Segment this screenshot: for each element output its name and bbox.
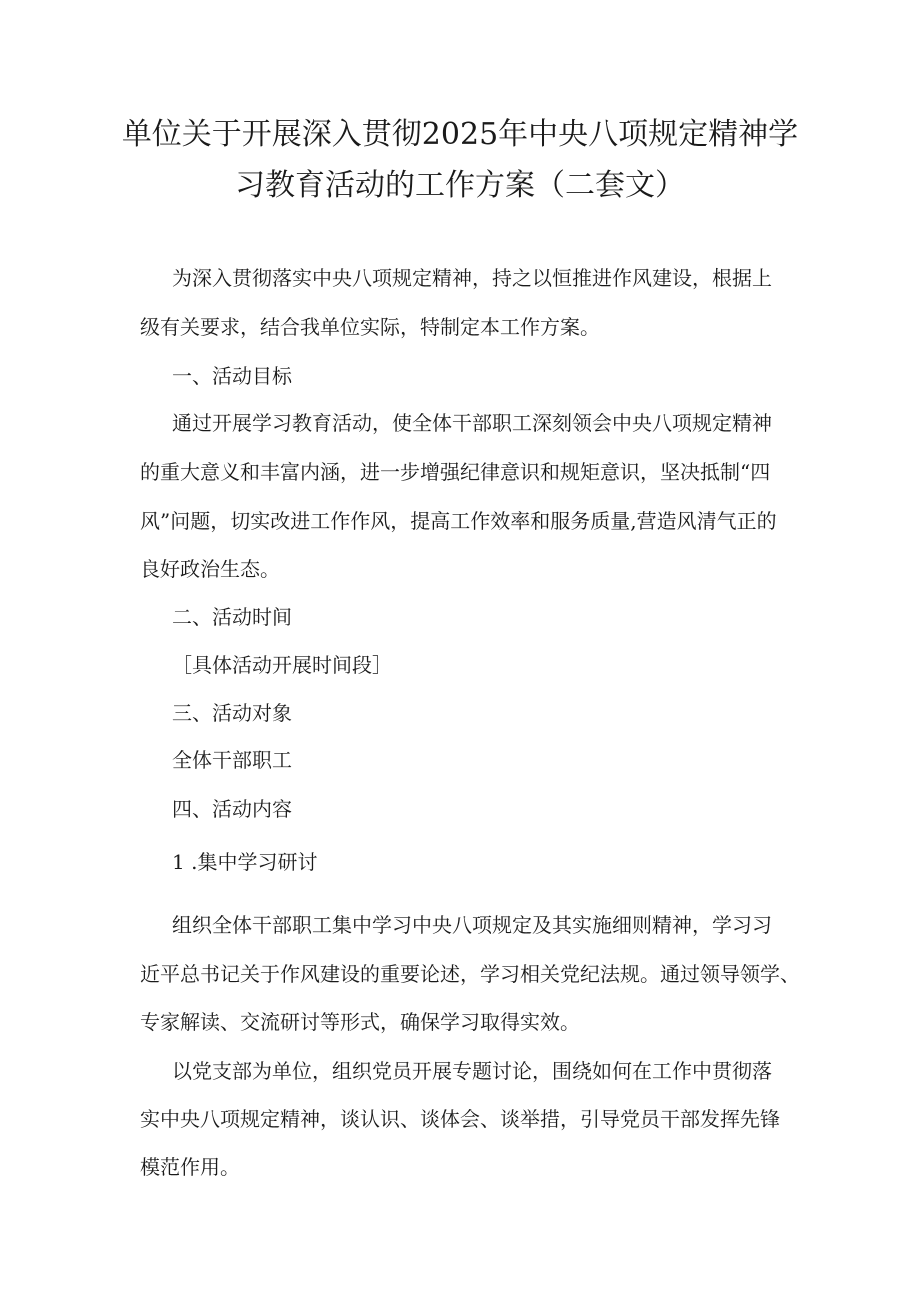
intro-paragraph-line-2: 级有关要求，结合我单位实际，特制定本工作方案。	[140, 315, 600, 339]
section-heading-content: 四、活动内容	[172, 797, 292, 821]
goals-paragraph-line-4: 良好政治生态。	[140, 557, 280, 581]
section-heading-audience: 三、活动对象	[172, 701, 292, 725]
study-paragraph-2-line-1: 以党支部为单位，组织党员开展专题讨论，围绕如何在工作中贯彻落	[172, 1059, 772, 1083]
goals-paragraph-line-2: 的重大意义和丰富内涵，进一步增强纪律意识和规矩意识，坚决抵制“四	[140, 460, 771, 484]
section-heading-goals: 一、活动目标	[172, 364, 292, 388]
time-placeholder: ［具体活动开展时间段］	[172, 653, 392, 677]
document-title-line-1: 单位关于开展深入贯彻2025年中央八项规定精神学	[121, 117, 799, 152]
goals-paragraph-line-1: 通过开展学习教育活动，使全体干部职工深刻领会中央八项规定精神	[172, 411, 772, 435]
study-paragraph-1-line-1: 组织全体干部职工集中学习中央八项规定及其实施细则精神，学习习	[172, 913, 772, 937]
study-paragraph-2-line-2: 实中央八项规定精神，谈认识、谈体会、谈举措，引导党员干部发挥先锋	[140, 1107, 780, 1131]
document-title-line-2: 习教育活动的工作方案（二套文）	[235, 168, 685, 203]
section-heading-time: 二、活动时间	[172, 605, 292, 629]
intro-paragraph-line-1: 为深入贯彻落实中央八项规定精神，持之以恒推进作风建设，根据上	[172, 266, 772, 290]
goals-paragraph-line-3: 风”问题，切实改进工作作风，提高工作效率和服务质量,营造风清气正的	[140, 509, 777, 533]
study-paragraph-1-line-3: 专家解读、交流研讨等形式，确保学习取得实效。	[140, 1010, 580, 1034]
study-paragraph-1-line-2: 近平总书记关于作风建设的重要论述，学习相关党纪法规。通过领导领学、	[140, 962, 800, 986]
audience-text: 全体干部职工	[172, 748, 292, 772]
study-paragraph-2-line-3: 模范作用。	[140, 1155, 240, 1179]
subsection-heading-study: 1 .集中学习研讨	[172, 850, 318, 874]
